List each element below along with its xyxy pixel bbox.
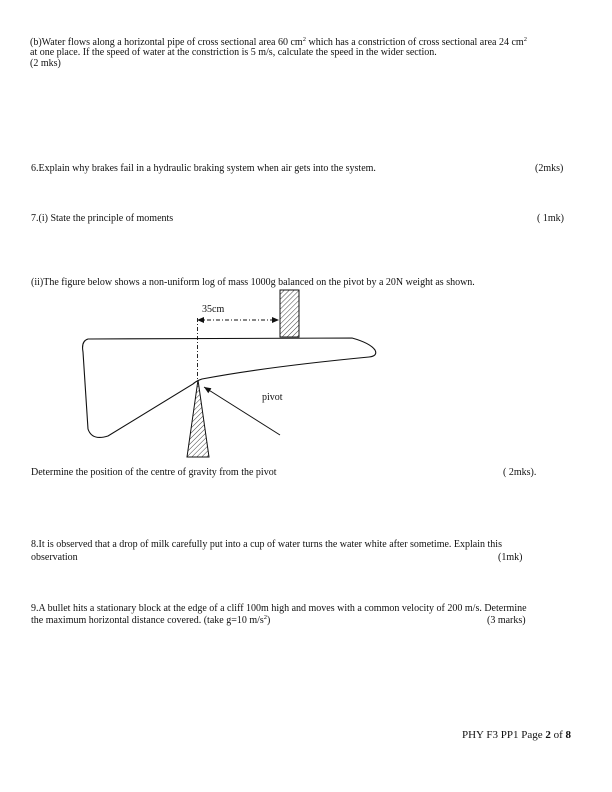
question-7ii-prompt: Determine the position of the centre of gravity from the pivot <box>31 467 277 478</box>
question-8-marks: (1mk) <box>498 552 523 563</box>
question-7ii-marks: ( 2mks). <box>503 467 537 478</box>
question-9-line-1: 9.A bullet hits a stationary block at the edge of a cliff 100m high and moves with a common velocity of 200 m/s. Determine <box>31 603 527 614</box>
question-6-marks: (2mks) <box>535 163 564 174</box>
question-7i-marks: ( 1mk) <box>537 213 564 224</box>
question-5b-line-2: at one place. If the speed of water at the constriction is 5 m/s, calculate the speed in the wider section. <box>30 47 437 58</box>
question-5b-text-part-1: (b)Water flows along a horizontal pipe of cross sectional area 60 cm <box>30 37 303 48</box>
question-9-line-2 <box>31 615 270 627</box>
weight-block <box>280 290 299 337</box>
question-6-text: 6.Explain why brakes fail in a hydraulic braking system when air gets into the system. <box>31 163 376 174</box>
distance-label: 35cm <box>202 304 225 315</box>
question-7ii-text: (ii)The figure below shows a non-uniform log of mass 1000g balanced on the pivot by a 20N weight as shown. <box>31 277 475 288</box>
question-8-line-1: 8.It is observed that a drop of milk carefully put into a cup of water turns the water white after sometime. Explain this <box>31 539 502 550</box>
pivot-label: pivot <box>262 392 283 403</box>
question-8-line-2: observation <box>31 552 78 563</box>
footer-page-total: 8 <box>565 729 572 741</box>
footer-page-number: 2 <box>545 729 551 741</box>
page-footer <box>462 728 571 742</box>
question-9-marks: (3 marks) <box>487 615 526 626</box>
footer-of: of <box>550 729 566 741</box>
superscript-2: 2 <box>523 36 527 43</box>
question-9-text-part-1: the maximum horizontal distance covered. (take g=10 m/s <box>31 615 264 626</box>
question-5b-text-part-2: which has a constriction of cross sectional area 24 cm <box>305 37 524 48</box>
question-7i-text: 7.(i) State the principle of moments <box>31 213 174 224</box>
footer-prefix: PHY F3 PP1 Page <box>462 729 546 741</box>
pivot-wedge <box>187 380 209 457</box>
question-5b-marks: (2 mks) <box>30 58 61 69</box>
question-9-text-part-2: ) <box>267 615 271 626</box>
log-outline <box>83 338 376 437</box>
superscript-2: 2 <box>302 36 306 43</box>
superscript-2: 2 <box>263 614 268 621</box>
